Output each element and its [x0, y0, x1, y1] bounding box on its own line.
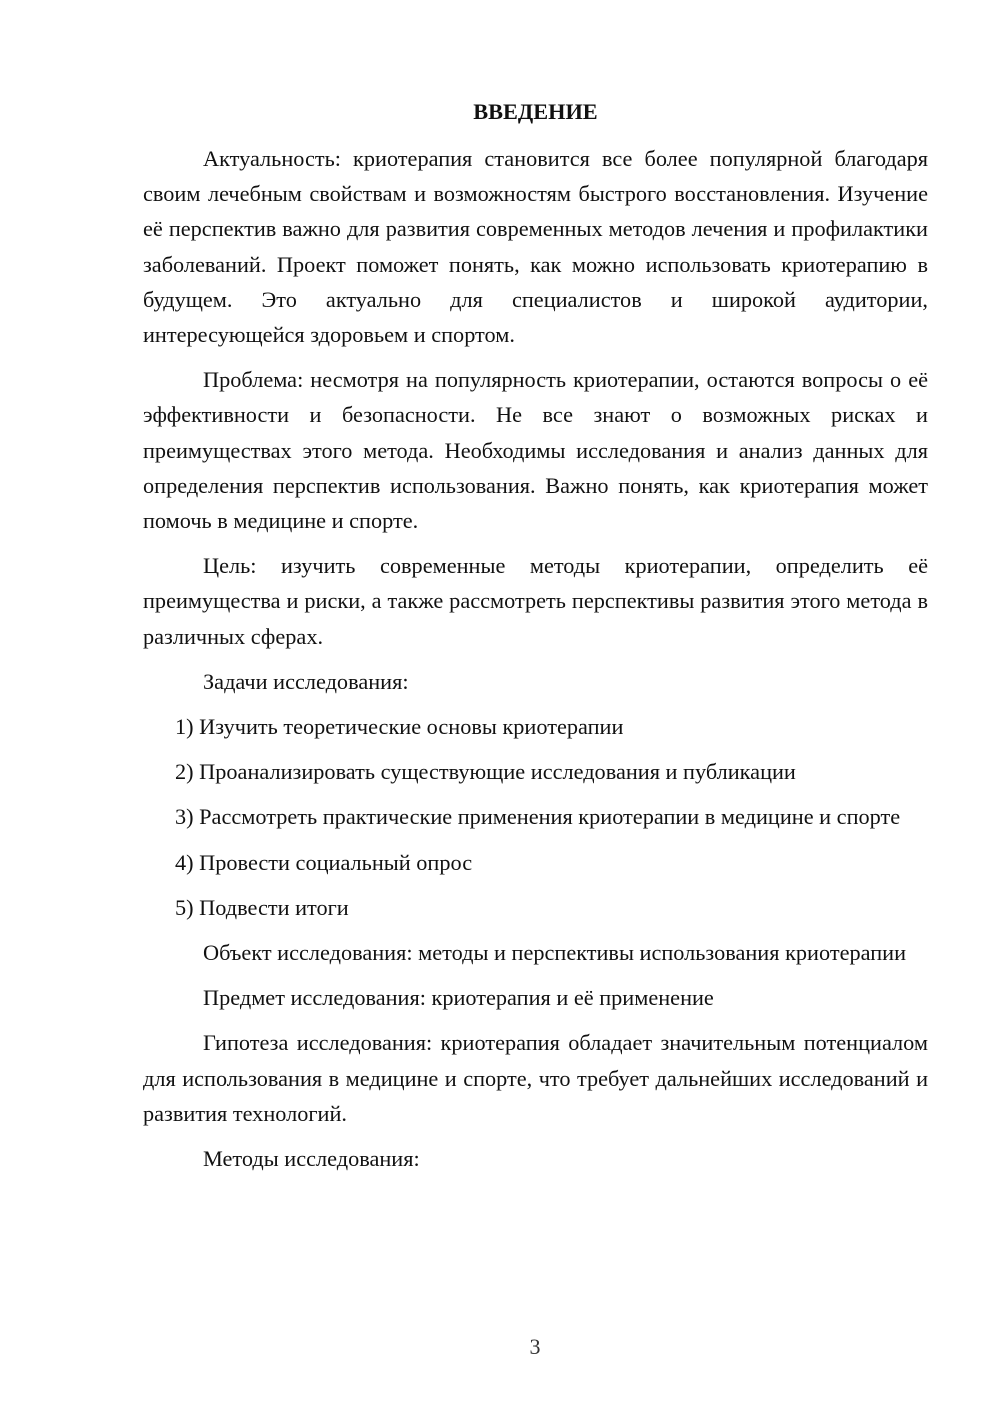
page-number: 3	[529, 1334, 541, 1359]
task-item: 3) Рассмотреть практические применения криотерапии в медицине и спорте	[175, 804, 901, 830]
object-paragraph: Объект исследования: методы и перспективы использования криотерапии	[203, 940, 907, 966]
methods-heading: Методы исследования:	[203, 1146, 420, 1172]
task-item: 4) Провести социальный опрос	[175, 849, 473, 875]
goal-paragraph: Цель: изучить современные методы криотерапии, определить её преимущества и риски, а также рассмотреть перспективы развития этого метода в различных сферах.	[143, 553, 928, 649]
tasks-heading: Задачи исследования:	[203, 668, 409, 694]
hypothesis-paragraph: Гипотеза исследования: криотерапия обладает значительным потенциалом для использования в медицине и спорте, что требует дальнейших исследований и развития технологий.	[143, 1030, 928, 1126]
subject-paragraph: Предмет исследования: криотерапия и её применение	[203, 985, 714, 1011]
task-item: 1) Изучить теоретические основы криотерапии	[175, 714, 624, 740]
section-title: ВВЕДЕНИЕ	[473, 99, 598, 124]
task-item: 5) Подвести итоги	[175, 894, 349, 920]
relevance-paragraph: Актуальность: криотерапия становится все более популярной благодаря своим лечебным свойствам и возможностям быстрого восстановления. Изучение её перспектив важно для развития современных методов лечения и профилактики заболеваний. Проект поможет понять, как можно использовать криотерапию в будущем. Это актуально для специалистов и широкой аудитории, интересующейся здоровьем и спортом.	[143, 146, 928, 348]
document-body	[143, 94, 928, 1186]
task-item: 2) Проанализировать существующие исследования и публикации	[175, 759, 796, 785]
problem-paragraph: Проблема: несмотря на популярность криотерапии, остаются вопросы о её эффективности и безопасности. Не все знают о возможных рисках и преимуществах этого метода. Необходимы исследования и анализ данных для определения перспектив использования. Важно понять, как криотерапия может помочь в медицине и спорте.	[143, 367, 928, 534]
